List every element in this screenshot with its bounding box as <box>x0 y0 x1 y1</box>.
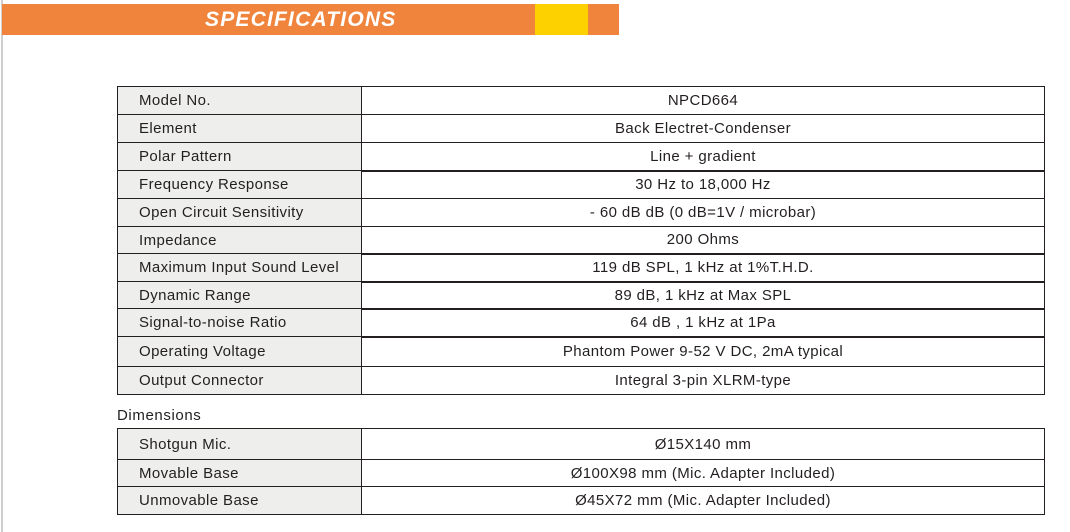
spec-value: 119 dB SPL, 1 kHz at 1%T.H.D. <box>362 254 1045 282</box>
spec-label: Impedance <box>118 227 362 254</box>
spec-label: Unmovable Base <box>118 487 362 515</box>
spec-label: Shotgun Mic. <box>118 429 362 460</box>
table-row <box>118 460 1045 487</box>
spec-label: Polar Pattern <box>118 143 362 171</box>
spec-label: Movable Base <box>118 460 362 487</box>
spec-label: Element <box>118 115 362 143</box>
spec-value: 89 dB, 1 kHz at Max SPL <box>362 282 1045 309</box>
spec-label: Frequency Response <box>118 171 362 199</box>
spec-label: Output Connector <box>118 367 362 395</box>
spec-value: 30 Hz to 18,000 Hz <box>362 171 1045 199</box>
spec-value: Phantom Power 9-52 V DC, 2mA typical <box>362 337 1045 367</box>
spec-value: Line + gradient <box>362 143 1045 171</box>
spec-value: - 60 dB dB (0 dB=1V / microbar) <box>362 199 1045 227</box>
dimensions-heading: Dimensions <box>117 407 202 424</box>
spec-label: Operating Voltage <box>118 337 362 367</box>
spec-value: Ø100X98 mm (Mic. Adapter Included) <box>362 460 1045 487</box>
spec-value: Back Electret-Condenser <box>362 115 1045 143</box>
spec-label: Open Circuit Sensitivity <box>118 199 362 227</box>
table-row <box>118 309 1045 337</box>
specifications-banner <box>2 4 619 35</box>
table-row <box>118 171 1045 199</box>
banner-accent-block <box>535 4 588 35</box>
table-row <box>118 227 1045 254</box>
banner-title: SPECIFICATIONS <box>205 8 397 31</box>
table-row <box>118 87 1045 115</box>
table-row <box>118 282 1045 309</box>
table-row <box>118 367 1045 395</box>
spec-value: NPCD664 <box>362 87 1045 115</box>
table-row <box>118 143 1045 171</box>
spec-value: Integral 3-pin XLRM-type <box>362 367 1045 395</box>
spec-value: 200 Ohms <box>362 227 1045 254</box>
spec-value: 64 dB , 1 kHz at 1Pa <box>362 309 1045 337</box>
spec-label: Maximum Input Sound Level <box>118 254 362 282</box>
table-row <box>118 487 1045 515</box>
spec-label: Model No. <box>118 87 362 115</box>
page-left-rule <box>1 0 3 532</box>
table-row <box>118 254 1045 282</box>
table-row <box>118 199 1045 227</box>
dimensions-table <box>117 428 1045 515</box>
spec-value: Ø45X72 mm (Mic. Adapter Included) <box>362 487 1045 515</box>
table-row <box>118 429 1045 460</box>
specifications-table <box>117 86 1045 395</box>
table-row <box>118 115 1045 143</box>
spec-label: Dynamic Range <box>118 282 362 309</box>
spec-label: Signal-to-noise Ratio <box>118 309 362 337</box>
table-row <box>118 337 1045 367</box>
spec-value: Ø15X140 mm <box>362 429 1045 460</box>
